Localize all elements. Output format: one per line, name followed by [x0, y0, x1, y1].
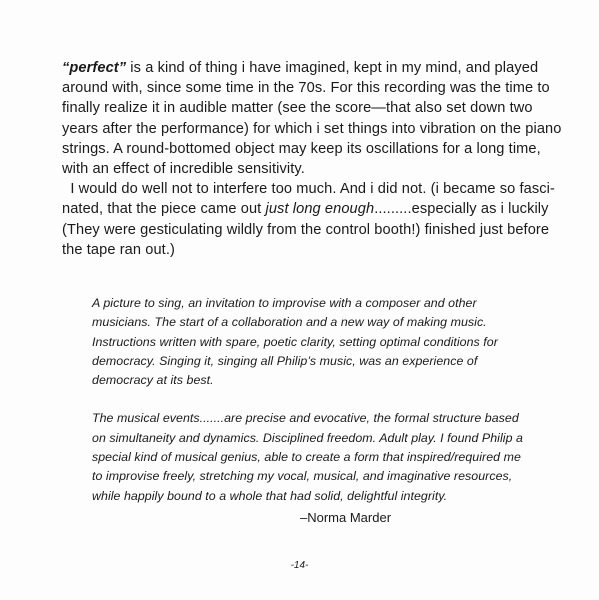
paragraph-interfere-part-a: I would do well not to interfere too much. And i did not. (i became so fascinated, that the piece came out [62, 181, 555, 218]
main-text [62, 58, 562, 260]
quote-attribution: –Norma Marder [300, 510, 392, 525]
paragraph-interfere-part-b: .........especially as i luckily (They were gesticulating wildly from the control booth!) finished just before the tape ran out.) [62, 201, 550, 258]
paragraph-interfere-italic: just long enough [265, 201, 375, 218]
paragraph-perfect [62, 58, 562, 179]
quote-block [92, 294, 532, 506]
paragraph-perfect-body: is a kind of thing i have imagined, kept in my mind, and played around with, since some time in the 70s. For this recording was the time to finally realize it in audible matter (see the score—that also set down two years after the performance) for which i set things into vibration on the piano strings. A round-bottomed object may keep its oscillations for a long time, with an effect of incredible sensitivity. [62, 60, 562, 178]
page-number: -14- [290, 560, 309, 571]
title-word-perfect: “perfect” [62, 60, 127, 76]
quote-paragraph-2: The musical events.......are precise and evocative, the formal structure based on simultaneity and dynamics. Disciplined freedom. Adult play. I found Philip a special kind of musical genius, able to create a form that inspired/required me to improvise freely, stretching my vocal, musical, and imaginative resources, while happily bound to a whole that had solid, delightful integrity. [92, 411, 523, 503]
paragraph-interfere [62, 179, 562, 260]
quote-paragraph-1: A picture to sing, an invitation to improvise with a composer and other musicians. The start of a collaboration and a new way of making music. Instructions written with spare, poetic clarity, setting optimal conditions for democracy. Singing it, singing all Philip’s music, was an experience of democracy at its best. [92, 296, 498, 388]
